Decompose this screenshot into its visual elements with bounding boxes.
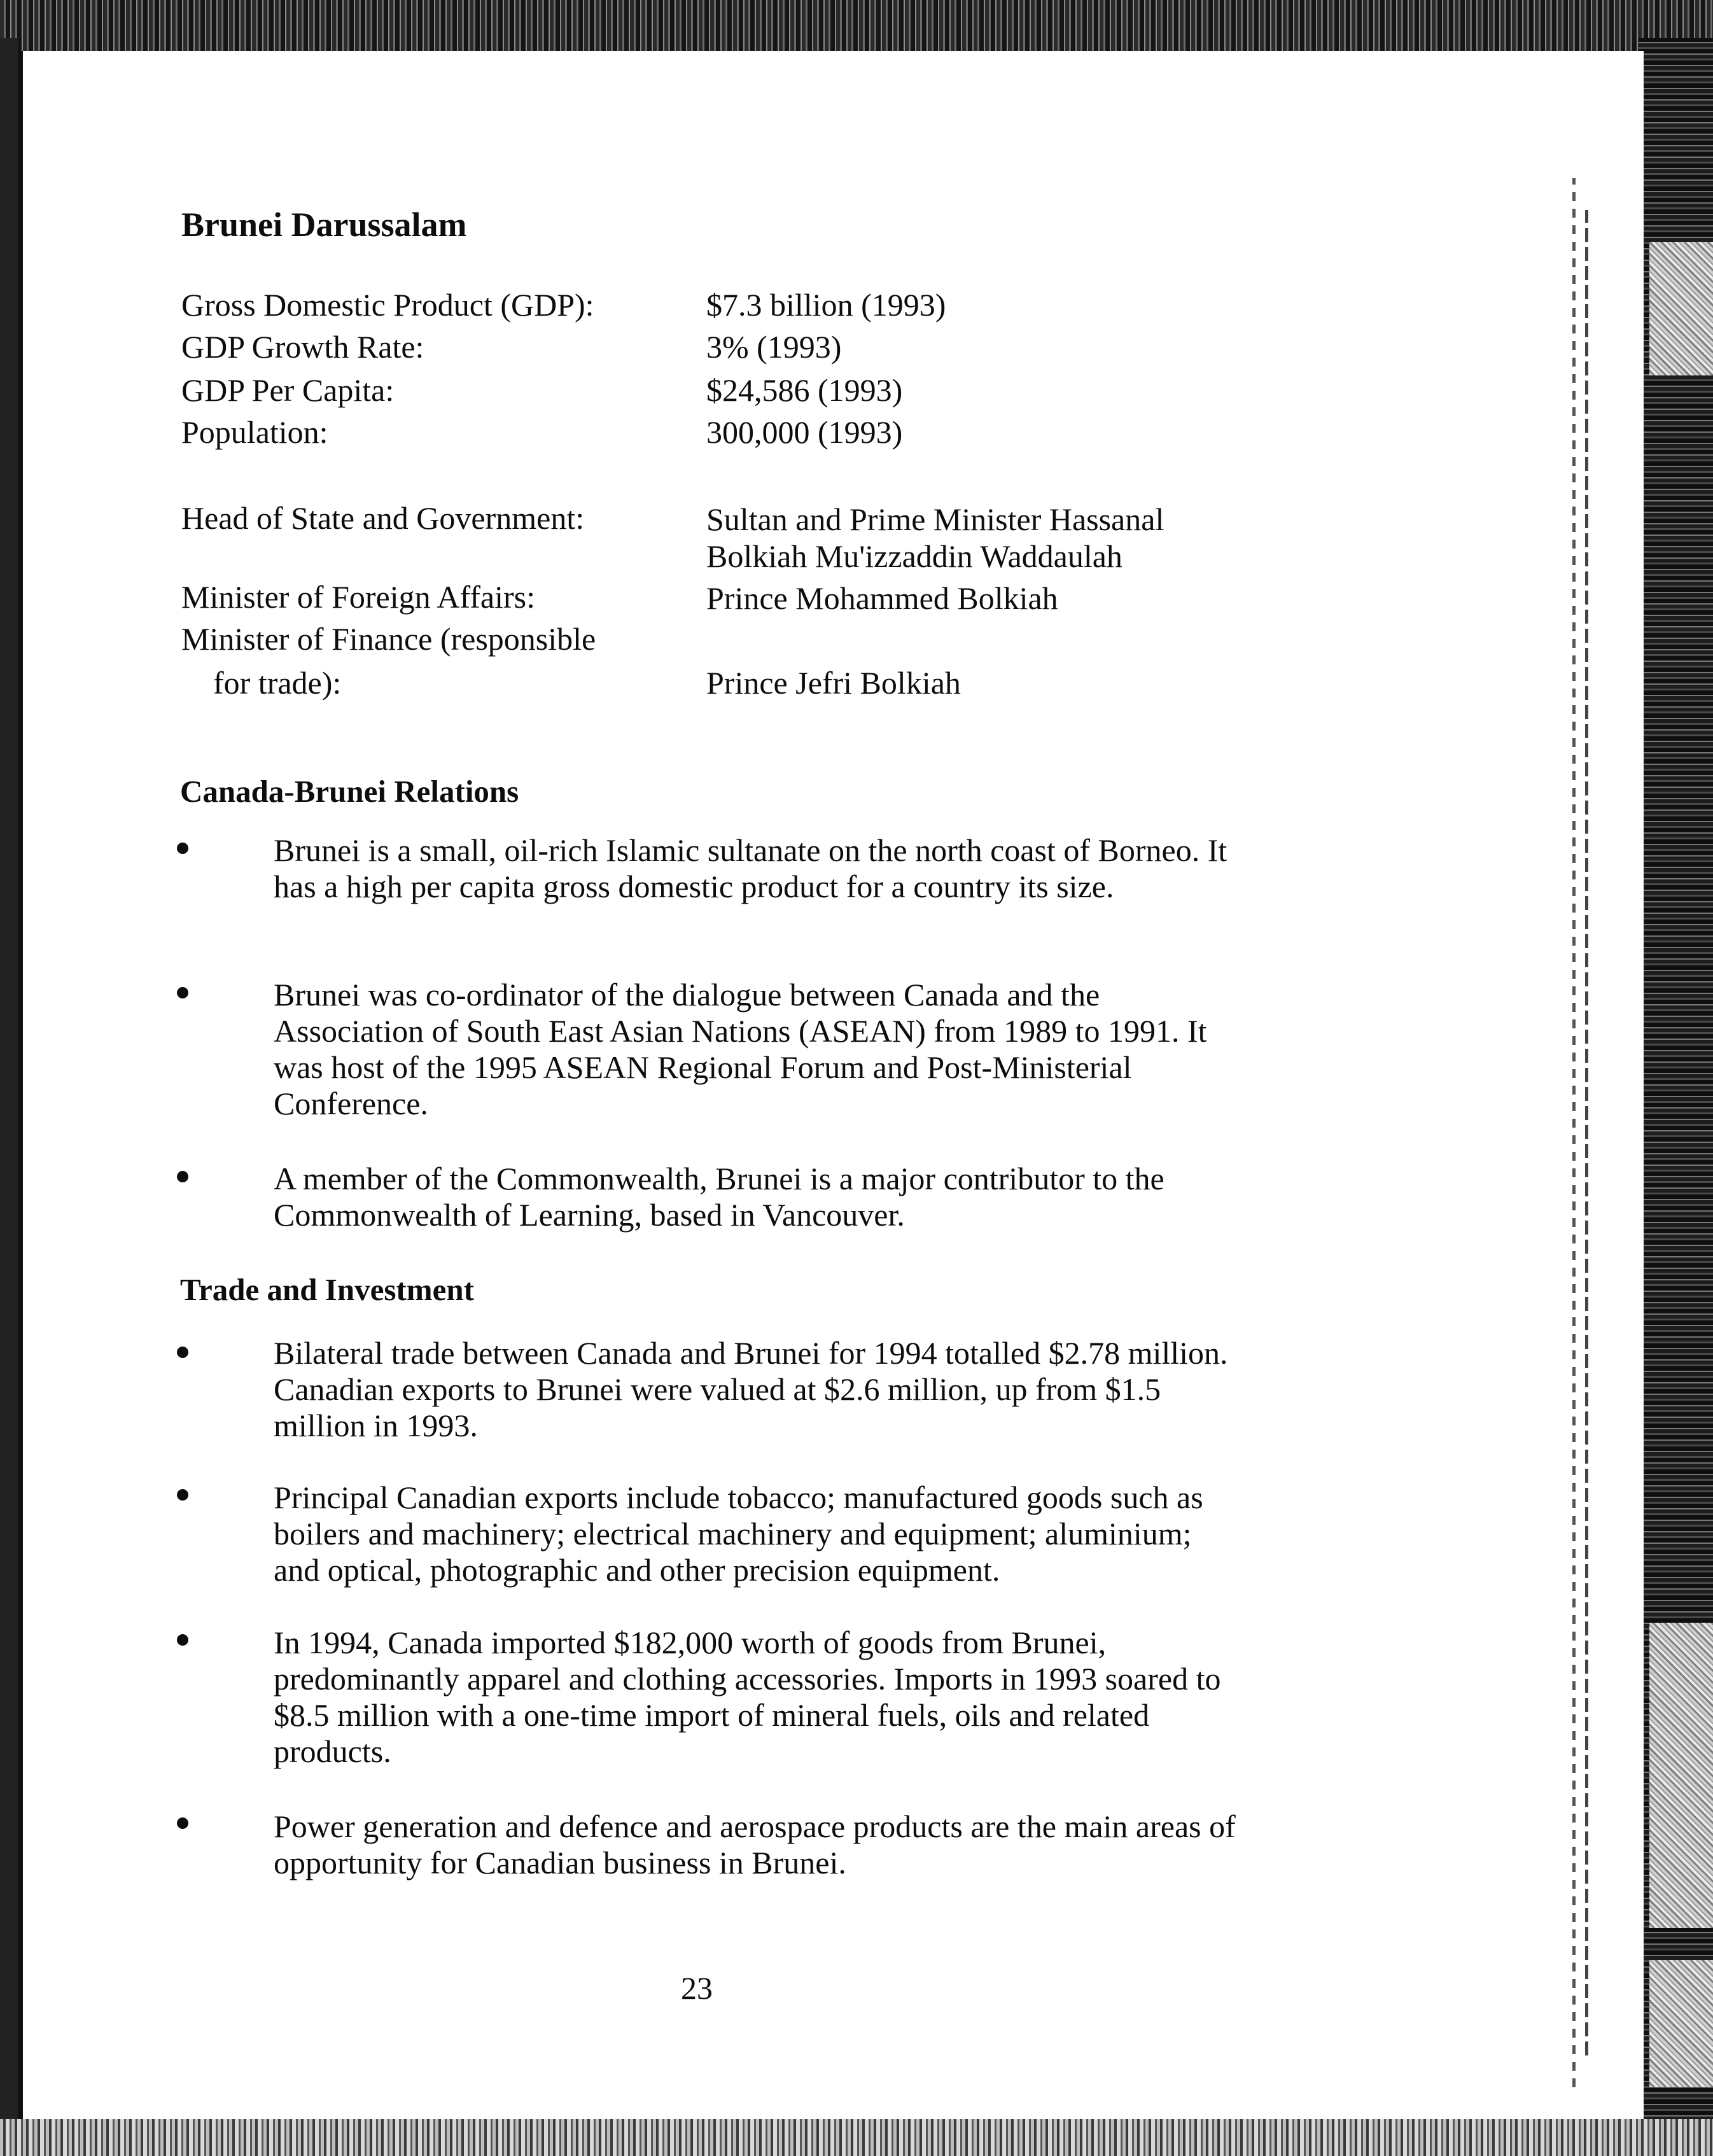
official-name: Sultan and Prime Minister Hassanal — [706, 501, 1164, 537]
binding-shadow-line — [1585, 210, 1588, 2055]
bullet-text: In 1994, Canada imported $182,000 worth of goods from Brunei, predominantly apparel and clothing accessories. Imports in 1993 soared to $8.5 million with a one-time import of mineral fuels, oils and related products. — [274, 1625, 1221, 1769]
section-heading: Canada-Brunei Relations — [180, 774, 519, 809]
bullet-text: Brunei is a small, oil-rich Islamic sultanate on the north coast of Borneo. It has a high per capita gross domestic product for a country its size. — [274, 832, 1227, 904]
official-title: Head of State and Government: — [181, 500, 585, 536]
bullet-text: Power generation and defence and aerospace products are the main areas of opportunity for Canadian business in Brunei. — [274, 1809, 1236, 1880]
fact-label: GDP Growth Rate: — [181, 329, 424, 365]
bullet-text: Principal Canadian exports include tobacco; manufactured goods such as boilers and machinery; electrical machinery and equipment; aluminium; and optical, photographic and other precision equipment. — [274, 1480, 1203, 1588]
fact-label: GDP Per Capita: — [181, 372, 395, 408]
fact-value: $7.3 billion (1993) — [706, 287, 946, 323]
bullet-point — [177, 1171, 188, 1182]
fact-label: Population: — [181, 414, 328, 450]
scan-noise-patch — [1649, 1960, 1713, 2087]
official-title: Minister of Finance (responsible — [181, 621, 596, 657]
fact-value: 3% (1993) — [706, 329, 842, 365]
official-title: Minister of Foreign Affairs: — [181, 579, 535, 615]
page-title: Brunei Darussalam — [181, 206, 467, 244]
bullet-point — [177, 1347, 188, 1358]
bullet-point — [177, 987, 188, 998]
official-name: Bolkiah Mu'izzaddin Waddaulah — [706, 538, 1122, 574]
official-name: Prince Mohammed Bolkiah — [706, 580, 1058, 616]
scan-edge-bottom — [0, 2119, 1713, 2156]
official-name: Prince Jefri Bolkiah — [706, 665, 961, 701]
fact-value: 300,000 (1993) — [706, 414, 903, 450]
bullet-point — [177, 1634, 188, 1646]
scan-edge-top — [0, 0, 1713, 54]
fact-label: Gross Domestic Product (GDP): — [181, 287, 594, 323]
section-heading: Trade and Investment — [180, 1272, 474, 1307]
official-title: for trade): — [213, 665, 342, 701]
scan-noise-patch — [1649, 1623, 1713, 1928]
scan-edge-left — [0, 38, 18, 2125]
bullet-point — [177, 1489, 188, 1501]
binding-shadow-line — [1572, 178, 1576, 2087]
bullet-text: A member of the Commonwealth, Brunei is a major contributor to the Commonwealth of Learning, based in Vancouver. — [274, 1161, 1164, 1233]
fact-value: $24,586 (1993) — [706, 372, 903, 408]
bullet-text: Brunei was co-ordinator of the dialogue between Canada and the Association of South East Asian Nations (ASEAN) from 1989 to 1991. It was host of the 1995 ASEAN Regional Forum and Post-Ministerial Conference. — [274, 977, 1207, 1121]
bullet-point — [177, 843, 188, 854]
bullet-point — [177, 1817, 188, 1829]
page-number: 23 — [681, 1970, 713, 2006]
bullet-text: Bilateral trade between Canada and Brunei for 1994 totalled $2.78 million. Canadian exports to Brunei were valued at $2.6 million, up from $1.5 million in 1993. — [274, 1335, 1228, 1443]
scan-noise-patch — [1649, 242, 1713, 375]
